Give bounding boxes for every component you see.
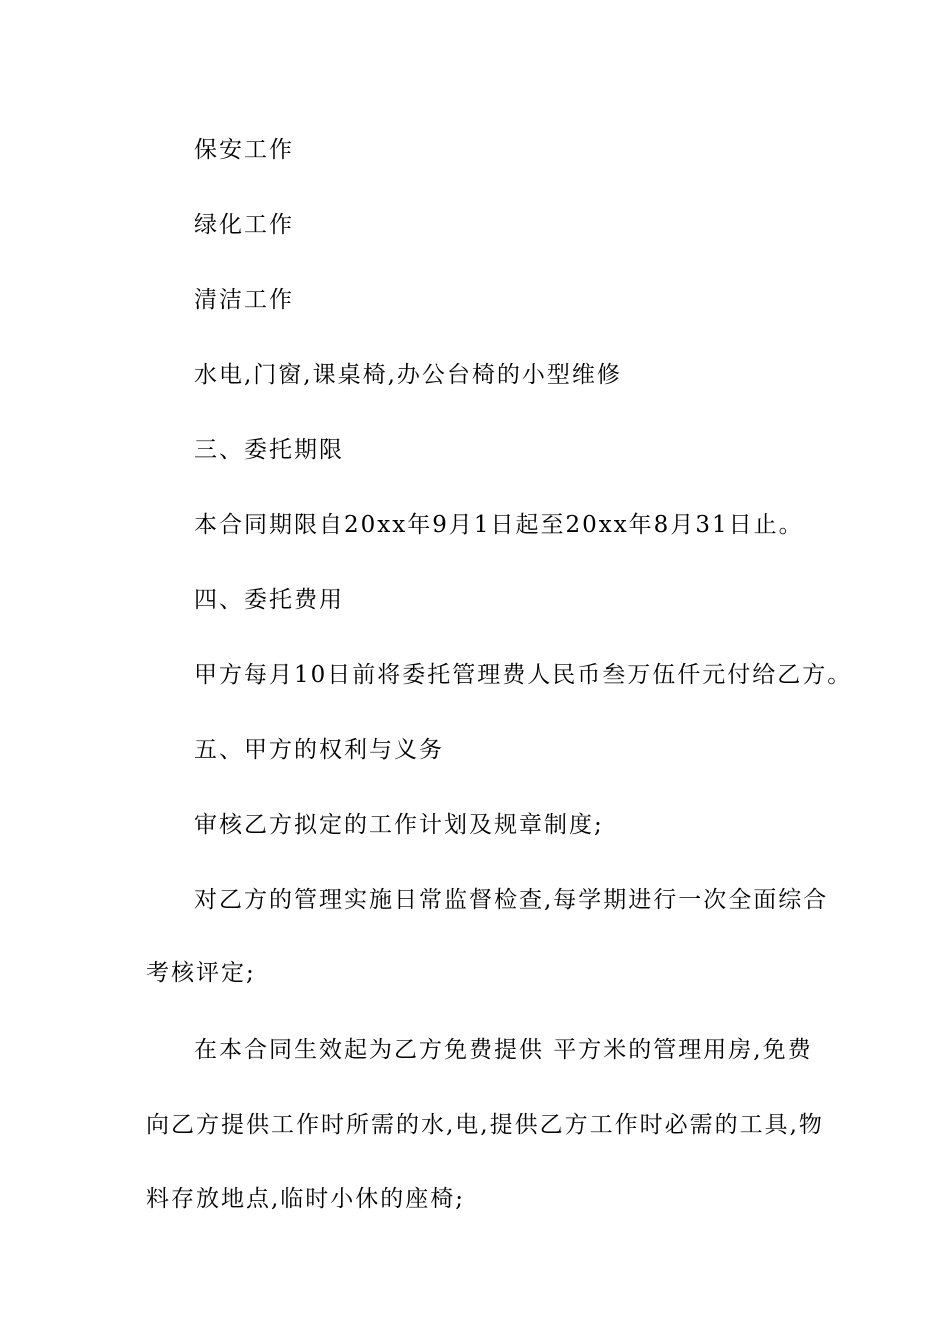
rights-item-housing-line2: 向乙方提供工作时所需的水,电,提供乙方工作时必需的工具,物: [146, 1112, 824, 1138]
rights-item-supervision-line1: 对乙方的管理实施日常监督检查,每学期进行一次全面综合: [194, 887, 829, 913]
item-cleaning-work: 清洁工作: [194, 287, 294, 313]
rights-item-housing-line3: 料存放地点,临时小休的座椅;: [146, 1186, 466, 1212]
fee-text: 甲方每月10日前将委托管理费人民币叁万伍仟元付给乙方。: [194, 662, 853, 688]
section-heading-fee: 四、委托费用: [194, 587, 344, 613]
term-text: 本合同期限自20xx年9月1日起至20xx年8月31日止。: [194, 512, 804, 538]
item-minor-repairs: 水电,门窗,课桌椅,办公台椅的小型维修: [194, 362, 622, 388]
item-greening-work: 绿化工作: [194, 212, 294, 238]
rights-item-housing-line1: 在本合同生效起为乙方免费提供 平方米的管理用房,免费: [194, 1037, 813, 1063]
section-heading-term: 三、委托期限: [194, 437, 344, 463]
section-heading-party-a-rights: 五、甲方的权利与义务: [194, 737, 444, 763]
rights-item-supervision-line2: 考核评定;: [146, 960, 256, 986]
rights-item-review: 审核乙方拟定的工作计划及规章制度;: [194, 812, 604, 838]
item-security-work: 保安工作: [194, 137, 294, 163]
